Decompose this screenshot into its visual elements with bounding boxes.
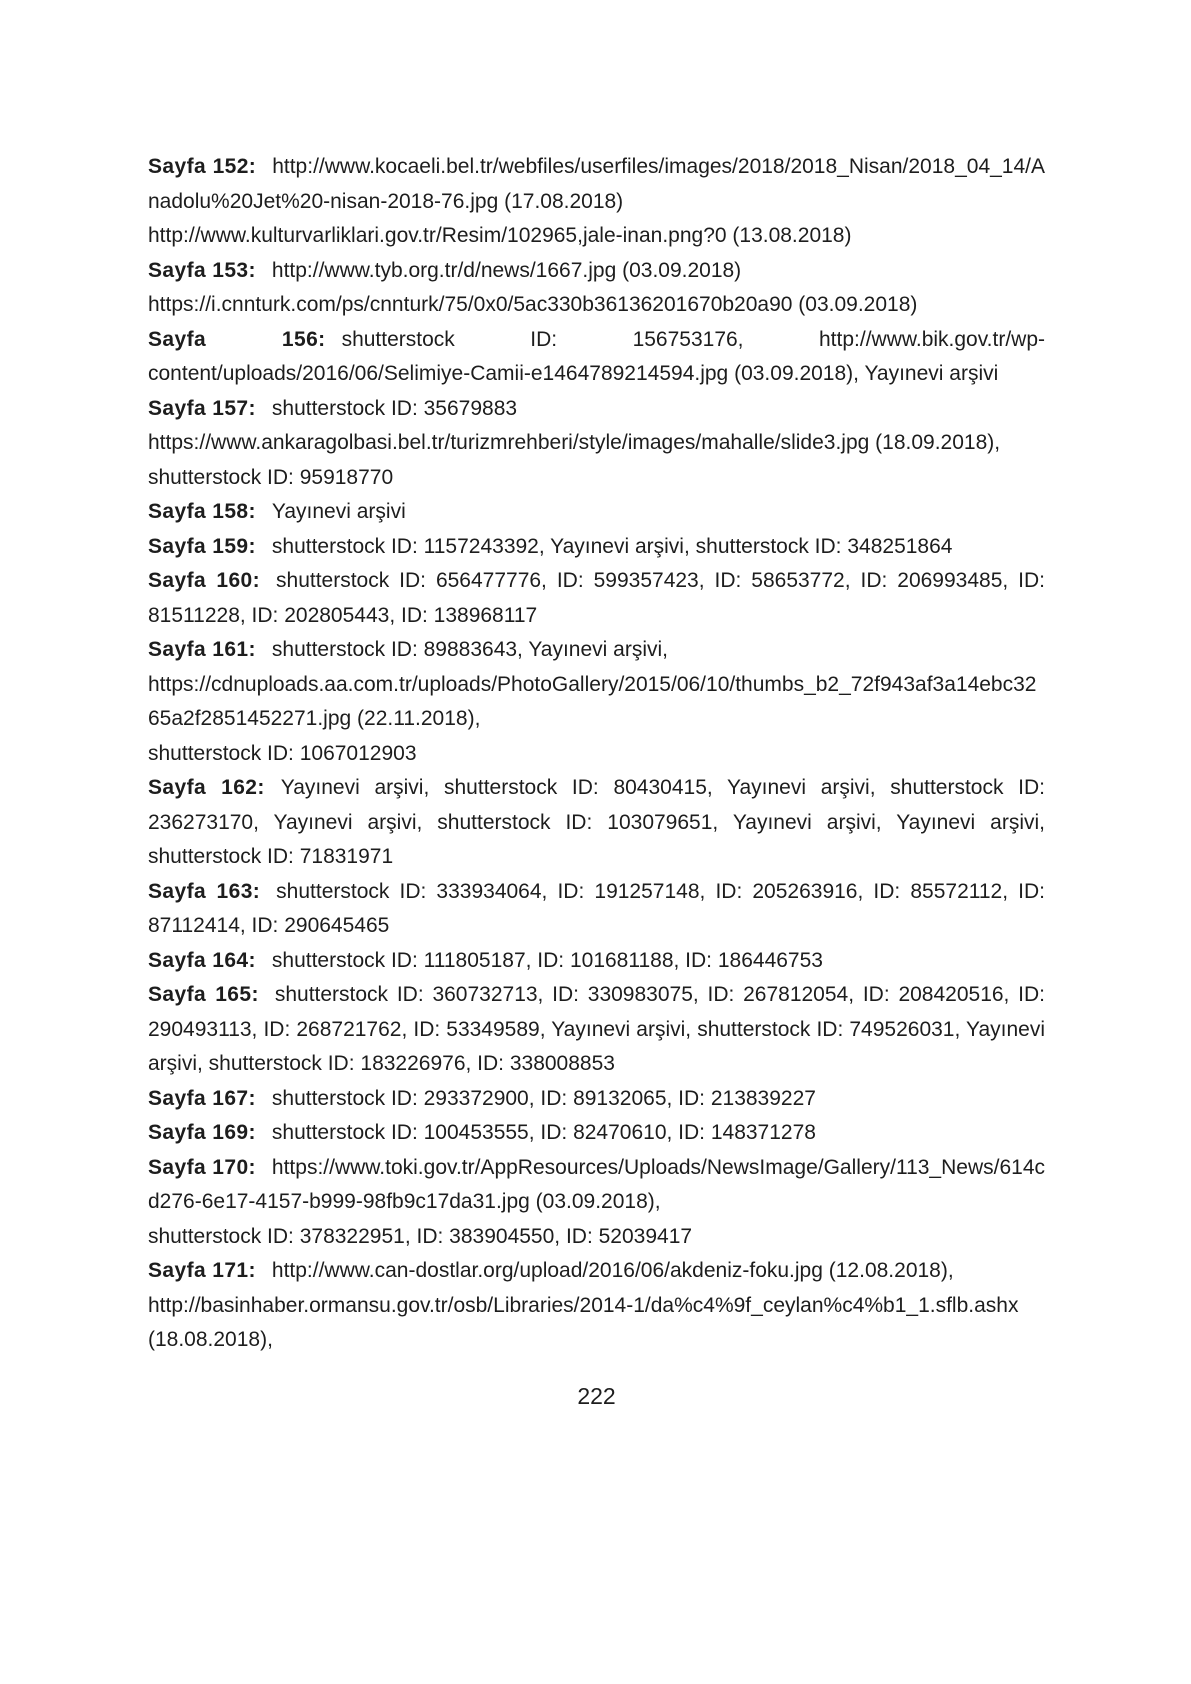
entry-segment: Yayınevi arşivi — [271, 500, 406, 523]
entry-segment: shutterstock ID: 378322951, ID: 383904550, ID: 52039417 — [148, 1224, 693, 1248]
entry-segment: http://www.can-dostlar.org/upload/2016/06/akdeniz-foku.jpg (12.08.2018), — [271, 1259, 954, 1282]
entry-page-label: Sayfa 156: — [148, 327, 326, 351]
entry-segment: http://www.kulturvarliklari.gov.tr/Resim/102965,jale-inan.png?0 (13.08.2018) — [148, 224, 852, 247]
credit-entry — [148, 771, 1045, 875]
entry-page-label: Sayfa 152: — [148, 155, 257, 178]
credit-entry — [148, 495, 1045, 530]
credit-entry — [148, 978, 1045, 1082]
entry-segment: shutterstock ID: 35679883 — [271, 396, 518, 420]
entry-segment: shutterstock ID: 156753176, http://www.bik.gov.tr/wp-content/uploads/2016/06/Selimiye-Camii-e1464789214594.jpg (03.09.2018), Yayınevi arşivi — [148, 327, 1046, 385]
entry-page-label: Sayfa 157: — [148, 396, 256, 420]
credit-entry — [148, 875, 1045, 944]
credit-entry — [148, 1082, 1045, 1117]
entry-page-label: Sayfa 171: — [148, 1259, 256, 1282]
entry-page-label: Sayfa 164: — [148, 948, 256, 972]
entry-segment: https://www.ankaragolbasi.bel.tr/turizmrehberi/style/images/mahalle/slide3.jpg (18.09.2018), — [148, 431, 1001, 454]
entry-segment: shutterstock ID: 1157243392, Yayınevi arşivi, shutterstock ID: 348251864 — [271, 534, 953, 558]
entry-segment: shutterstock ID: 656477776, ID: 599357423, ID: 58653772, ID: 206993485, ID: 81511228, ID: 202805443, ID: 138968117 — [148, 569, 1045, 627]
credit-entry — [148, 1116, 1045, 1151]
entry-segment: http://www.kocaeli.bel.tr/webfiles/userfiles/images/2018/2018_Nisan/2018_04_14/Anadolu%20Jet%20-nisan-2018-76.jpg (17.08.2018) — [148, 155, 1045, 213]
entry-segment: https://www.toki.gov.tr/AppResources/Uploads/NewsImage/Gallery/113_News/614cd276-6e17-4157-b999-98fb9c17da31.jpg (03.09.2018), — [148, 1155, 1045, 1213]
entry-segment: shutterstock ID: 293372900, ID: 89132065, ID: 213839227 — [271, 1086, 816, 1110]
entry-page-label: Sayfa 169: — [148, 1121, 256, 1144]
entry-page-label: Sayfa 160: — [148, 569, 261, 592]
credit-entry — [148, 392, 1045, 496]
entry-page-label: Sayfa 165: — [148, 983, 259, 1006]
entry-segment: shutterstock ID: 95918770 — [148, 465, 394, 489]
entry-page-label: Sayfa 158: — [148, 500, 256, 523]
entry-page-label: Sayfa 159: — [148, 534, 256, 558]
credit-entry — [148, 564, 1045, 633]
entry-page-label: Sayfa 161: — [148, 638, 256, 661]
credit-entry — [148, 254, 1045, 323]
entry-segment: https://cdnuploads.aa.com.tr/uploads/PhotoGallery/2015/06/10/thumbs_b2_72f943af3a14ebc3265a2f2851452271.jpg (22.11.2018), — [148, 672, 1037, 730]
page-number: 222 — [577, 1383, 616, 1409]
image-credits-list — [148, 150, 1045, 1358]
entry-segment: shutterstock ID: 100453555, ID: 82470610, ID: 148371278 — [271, 1121, 816, 1144]
entry-segment: shutterstock ID: 333934064, ID: 191257148, ID: 205263916, ID: 85572112, ID: 87112414, ID: 290645465 — [148, 879, 1045, 937]
entry-segment: Yayınevi arşivi, shutterstock ID: 80430415, Yayınevi arşivi, shutterstock ID: 236273170, Yayınevi arşivi, shutterstock ID: 103079651, Yayınevi arşivi, Yayınevi arşivi, shutterstock ID: 71831971 — [148, 776, 1046, 868]
credit-entry — [148, 1151, 1045, 1255]
credit-entry — [148, 323, 1045, 392]
credit-entry — [148, 530, 1045, 565]
entry-page-label: Sayfa 170: — [148, 1155, 256, 1179]
entry-segment: https://i.cnnturk.com/ps/cnnturk/75/0x0/5ac330b36136201670b20a90 (03.09.2018) — [148, 293, 918, 316]
entry-segment: shutterstock ID: 1067012903 — [148, 741, 417, 765]
entry-segment: shutterstock ID: 89883643, Yayınevi arşivi, — [271, 638, 669, 661]
credit-entry — [148, 1254, 1045, 1358]
entry-page-label: Sayfa 153: — [148, 258, 256, 282]
entry-page-label: Sayfa 163: — [148, 879, 261, 903]
entry-segment: shutterstock ID: 111805187, ID: 101681188, ID: 186446753 — [271, 948, 823, 972]
credit-entry — [148, 633, 1045, 771]
credit-entry — [148, 150, 1045, 254]
entry-page-label: Sayfa 167: — [148, 1086, 256, 1110]
entry-segment: http://www.tyb.org.tr/d/news/1667.jpg (03.09.2018) — [271, 258, 742, 282]
entry-page-label: Sayfa 162: — [148, 776, 265, 799]
entry-segment: shutterstock ID: 360732713, ID: 330983075, ID: 267812054, ID: 208420516, ID: 290493113, ID: 268721762, ID: 53349589, Yayınevi arşivi, shutterstock ID: 749526031, Yayınevi arşivi, shutterstock ID: 183226976, ID: 338008853 — [148, 983, 1045, 1075]
credit-entry — [148, 944, 1045, 979]
entry-segment: http://basinhaber.ormansu.gov.tr/osb/Libraries/2014-1/da%c4%9f_ceylan%c4%b1_1.sflb.ashx (18.08.2018), — [148, 1293, 1019, 1351]
